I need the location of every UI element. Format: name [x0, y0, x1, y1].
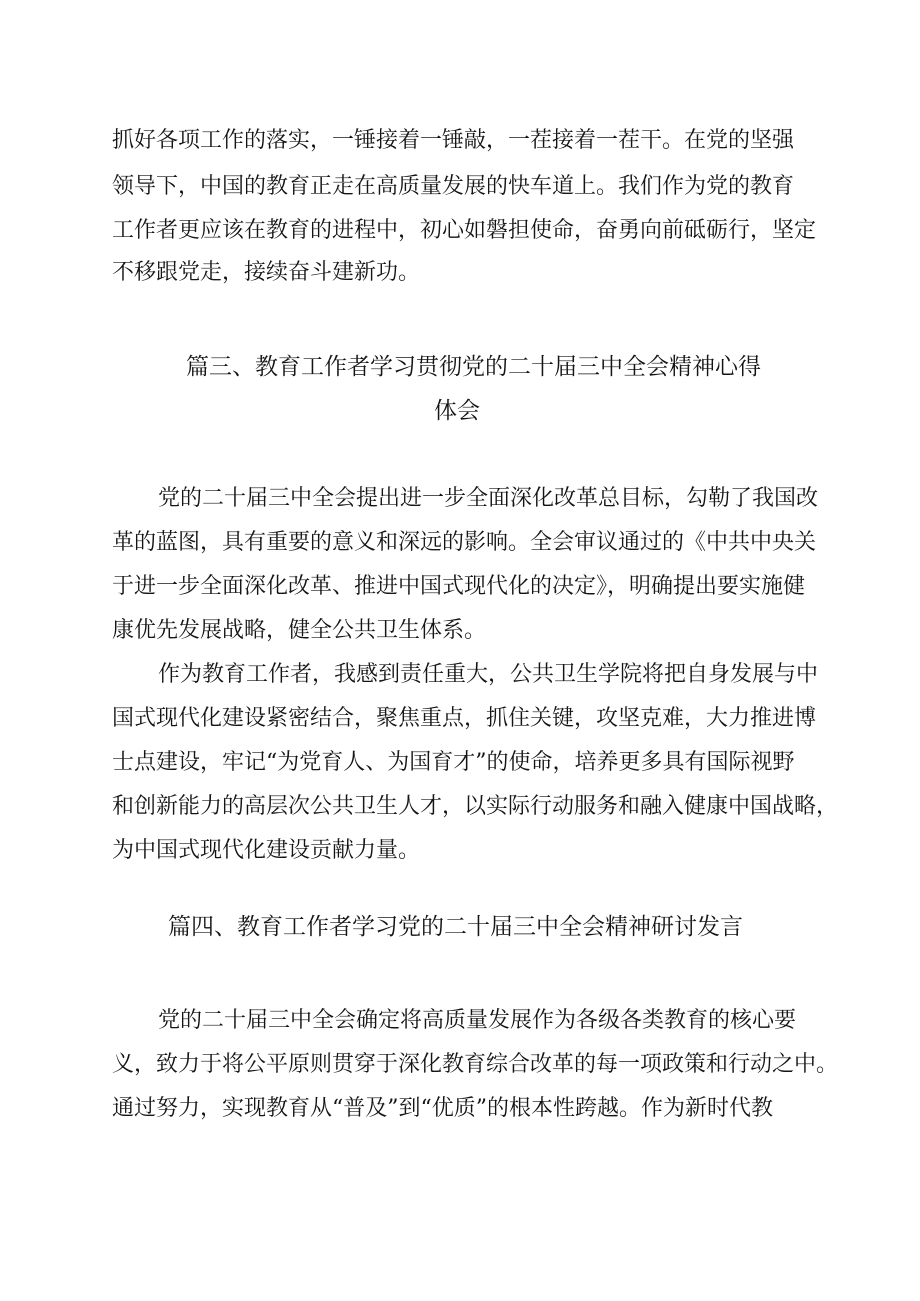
section-title-line: 篇四、教育工作者学习党的二十届三中全会精神研讨发言 — [168, 914, 743, 940]
text-line: 和创新能力的高层次公共卫生人才，以实际行动服务和融入健康中国战略， — [112, 794, 839, 819]
text-line: 作为教育工作者，我感到责任重大，公共卫生学院将把自身发展与中 — [158, 662, 819, 687]
text-line: 义，致力于将公平原则贯穿于深化教育综合改革的每一项政策和行动之中。 — [112, 1052, 839, 1077]
section-title-line: 篇三、教育工作者学习贯彻党的二十届三中全会精神心得 — [186, 354, 761, 380]
text-line: 革的蓝图，具有重要的意义和深远的影响。全会审议通过的《中共中央关 — [112, 530, 817, 555]
text-line: 党的二十届三中全会提出进一步全面深化改革总目标，勾勒了我国改 — [158, 486, 819, 511]
text-line: 抓好各项工作的落实，一锤接着一锤敲，一茬接着一茬干。在党的坚强 — [112, 128, 795, 153]
text-line: 于进一步全面深化改革、推进中国式现代化的决定》，明确提出要实施健 — [112, 574, 806, 599]
text-line: 康优先发展战略，健全公共卫生体系。 — [112, 618, 487, 643]
text-line: 通过努力，实现教育从“普及”到“优质”的根本性跨越。作为新时代教 — [112, 1096, 773, 1121]
text-line: 领导下，中国的教育正走在高质量发展的快车道上。我们作为党的教育 — [112, 174, 795, 199]
text-line: 党的二十届三中全会确定将高质量发展作为各级各类教育的核心要 — [158, 1008, 797, 1033]
text-line: 不移跟党走，接续奋斗建新功。 — [112, 260, 421, 285]
text-line: 国式现代化建设紧密结合，聚焦重点，抓住关键，攻坚克难，大力推进博 — [112, 706, 817, 731]
section-title-line: 体会 — [434, 398, 480, 424]
text-line: 工作者更应该在教育的进程中，初心如磐担使命，奋勇向前砥砺行，坚定 — [112, 218, 817, 243]
text-line: 士点建设，牢记“为党育人、为国育才”的使命，培养更多具有国际视野 — [112, 750, 795, 775]
text-line: 为中国式现代化建设贡献力量。 — [112, 838, 421, 863]
